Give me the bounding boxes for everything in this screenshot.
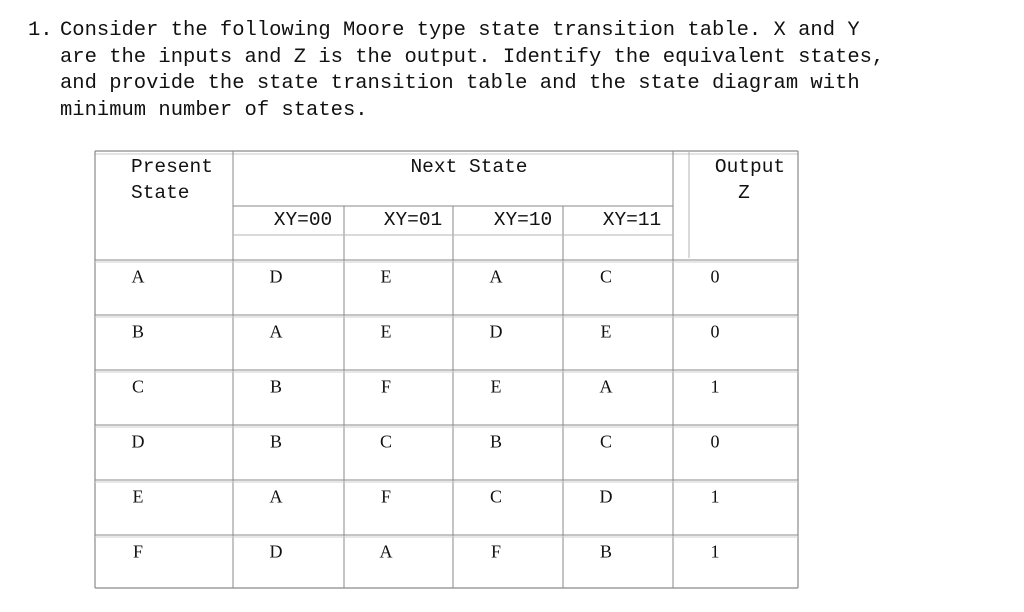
next-state-cell: B [269,431,283,452]
next-state-cell: D [269,266,283,287]
next-state-cell: E [380,321,392,342]
output-header-line2: Z [738,182,750,204]
present-state-header-line1: Present [131,156,213,178]
output-header-line1: Output [714,156,786,178]
question-number: 1. [28,19,53,42]
next-state-cell: D [599,486,613,507]
output-cell: 1 [710,376,720,397]
next-state-cell: A [489,266,503,287]
input-column-header: XY=01 [383,209,443,231]
next-state-cell: A [379,541,393,562]
present-state-header-line2: State [131,182,190,204]
next-state-cell: C [599,266,613,287]
question-line: and provide the state transition table and the state diagram with [60,72,860,95]
next-state-cell: C [599,431,613,452]
output-cell: 1 [710,541,720,562]
next-state-cell: B [269,376,283,397]
next-state-cell: D [269,541,283,562]
next-state-cell: C [379,431,393,452]
next-state-cell: B [489,431,503,452]
question-line: Consider the following Moore type state transition table. X and Y [60,19,860,42]
output-cell: 0 [710,431,720,452]
next-state-cell: F [490,541,502,562]
output-cell: 0 [710,266,720,287]
present-state-cell: E [132,486,144,507]
next-state-cell: E [490,376,502,397]
next-state-cell: E [600,321,612,342]
question-line: are the inputs and Z is the output. Identify the equivalent states, [60,45,885,69]
next-state-cell: F [380,486,392,507]
present-state-cell: F [132,541,144,562]
input-column-header: XY=10 [493,209,553,231]
next-state-cell: F [380,376,392,397]
output-cell: 0 [710,321,720,342]
present-state-cell: A [131,266,145,287]
next-state-cell: A [269,321,283,342]
next-state-cell: E [380,266,392,287]
input-column-header: XY=00 [273,209,333,231]
next-state-cell: D [489,321,503,342]
next-state-cell: A [269,486,283,507]
question-line: minimum number of states. [60,98,368,122]
present-state-cell: C [131,376,145,397]
next-state-cell: A [599,376,613,397]
input-column-header: XY=11 [602,209,662,231]
next-state-cell: C [489,486,503,507]
next-state-header: Next State [410,156,528,178]
next-state-cell: B [599,541,613,562]
present-state-cell: D [131,431,145,452]
output-cell: 1 [710,486,720,507]
present-state-cell: B [131,321,145,342]
